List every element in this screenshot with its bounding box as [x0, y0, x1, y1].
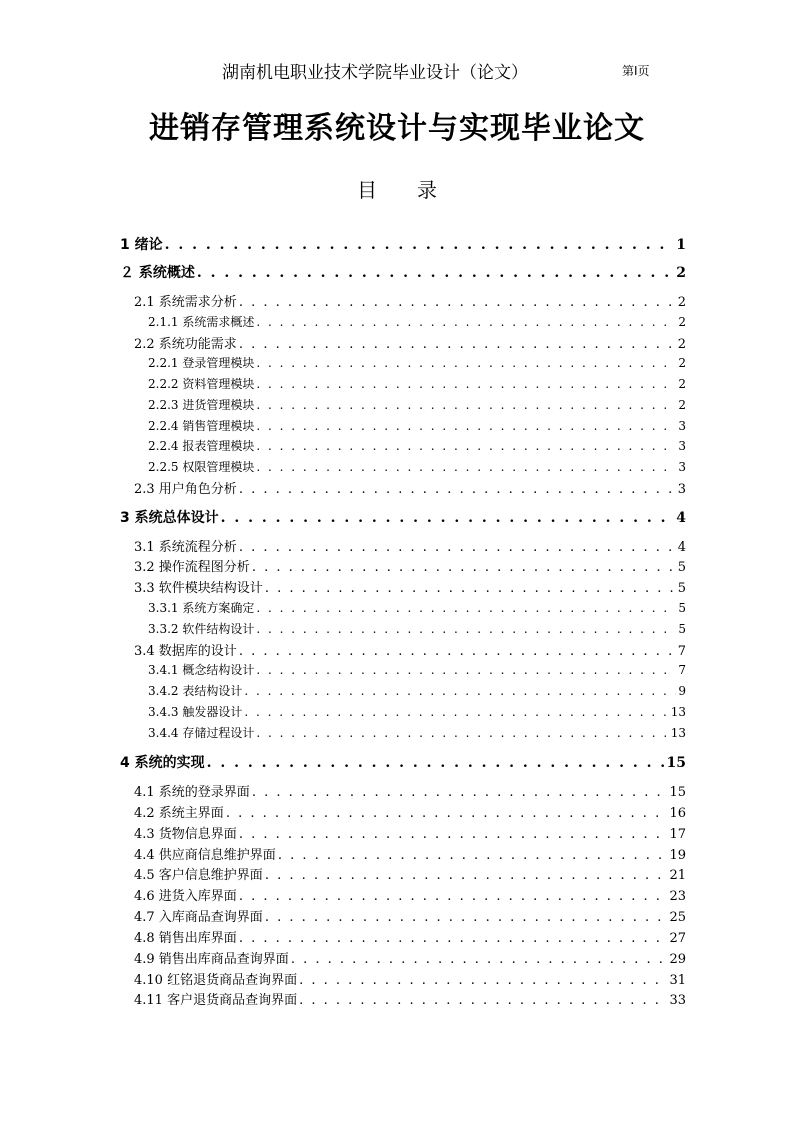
- toc-entry[interactable]: [120, 752, 686, 772]
- toc-entry-page: 7: [677, 644, 686, 659]
- toc-entry[interactable]: [134, 927, 686, 946]
- toc-entry[interactable]: [148, 437, 686, 454]
- toc-entry-label: 2.2.4 报表管理模块: [148, 439, 255, 453]
- toc-leader: [256, 663, 676, 677]
- toc-leader: [299, 993, 667, 1008]
- toc-entry-label: 4.7 入库商品查询界面: [134, 910, 263, 925]
- toc-leader: [256, 419, 676, 433]
- toc-entry-label: 3.4.4 存储过程设计: [148, 726, 255, 740]
- toc-entry-page: 9: [678, 684, 686, 698]
- toc-entry-page: 5: [677, 581, 686, 596]
- toc-entry-label: 2.1.1 系统需求概述: [148, 315, 255, 329]
- toc-leader: [239, 295, 676, 310]
- toc-entry-label: 3.1 系统流程分析: [134, 540, 237, 555]
- toc-entry[interactable]: [134, 823, 686, 842]
- toc-entry-label: 2.2 系统功能需求: [134, 337, 237, 352]
- toc-entry[interactable]: [134, 885, 686, 904]
- toc-entry[interactable]: [148, 724, 686, 741]
- header-page-number: 第I页: [622, 64, 650, 78]
- toc-entry[interactable]: [134, 948, 686, 967]
- toc-entry[interactable]: [134, 802, 686, 821]
- toc-entry-page: 2: [678, 315, 686, 329]
- toc-entry-label: 4.4 供应商信息维护界面: [134, 848, 276, 863]
- toc-leader: [239, 827, 668, 842]
- toc-leader: [265, 581, 676, 596]
- toc-entry-label: 3.4.2 表结构设计: [148, 684, 243, 698]
- toc-entry-page: 25: [669, 910, 686, 925]
- toc-entry-page: 2: [677, 295, 686, 310]
- toc-entry[interactable]: [120, 262, 686, 282]
- toc-entry-label: 3 系统总体设计: [120, 510, 219, 526]
- toc-entry[interactable]: [148, 661, 686, 678]
- toc-entry[interactable]: [148, 682, 686, 699]
- toc-entry-page: 5: [678, 622, 686, 636]
- toc-entry-label: 3.2 操作流程图分析: [134, 560, 250, 575]
- toc-entry[interactable]: [134, 640, 686, 659]
- toc-entry-label: 2.2.2 资料管理模块: [148, 377, 255, 391]
- toc-entry-page: 1: [676, 237, 686, 253]
- toc-leader: [256, 726, 668, 740]
- toc-entry[interactable]: [134, 577, 686, 596]
- toc-entry-page: 2: [678, 398, 686, 412]
- toc-entry-page: 3: [678, 419, 686, 433]
- document-title: 进销存管理系统设计与实现毕业论文: [149, 111, 645, 146]
- toc-entry-label: 2.3 用户角色分析: [134, 482, 237, 497]
- header-school-name: 湖南机电职业技术学院毕业设计（论文）: [222, 63, 528, 83]
- toc-leader: [244, 684, 676, 698]
- toc-leader: [239, 889, 668, 904]
- toc-entry-page: 2: [677, 337, 686, 352]
- toc-entry-label: 3.3.1 系统方案确定: [148, 601, 255, 615]
- toc-leader: [239, 931, 668, 946]
- toc-leader: [252, 785, 668, 800]
- toc-entry-page: 23: [669, 889, 686, 904]
- toc-entry-label: 3.4 数据库的设计: [134, 644, 237, 659]
- toc-leader: [256, 460, 676, 474]
- toc-entry[interactable]: [134, 906, 686, 925]
- toc-entry-page: 17: [669, 827, 686, 842]
- toc-entry-label: 2.2.3 进货管理模块: [148, 398, 255, 412]
- toc-entry-page: 13: [670, 705, 686, 719]
- toc-leader: [256, 439, 676, 453]
- toc-entry[interactable]: [148, 703, 686, 720]
- toc-entry-label: 4.9 销售出库商品查询界面: [134, 952, 289, 967]
- toc-leader: [244, 705, 668, 719]
- toc-entry-label: 2.2.1 登录管理模块: [148, 356, 255, 370]
- toc-leader: [226, 806, 668, 821]
- toc-leader: [165, 237, 675, 253]
- toc-leader: [207, 755, 665, 771]
- toc-entry[interactable]: [134, 291, 686, 310]
- toc-entry[interactable]: [148, 396, 686, 413]
- toc-entry-label: ２ 系统概述: [120, 265, 195, 281]
- toc-entry[interactable]: [134, 781, 686, 800]
- toc-entry[interactable]: [148, 599, 686, 616]
- toc-entry-page: 2: [678, 377, 686, 391]
- toc-entry[interactable]: [148, 417, 686, 434]
- toc-entry[interactable]: [148, 375, 686, 392]
- toc-entry[interactable]: [148, 458, 686, 475]
- toc-entry-page: 27: [669, 931, 686, 946]
- toc-entry-label: 3.4.1 概念结构设计: [148, 663, 255, 677]
- toc-entry[interactable]: [134, 864, 686, 883]
- toc-heading: 目 录: [357, 178, 437, 202]
- toc-entry-label: 2.2.5 权限管理模块: [148, 460, 255, 474]
- toc-leader: [278, 848, 668, 863]
- toc-entry-page: 7: [678, 663, 686, 677]
- toc-entry-page: 21: [669, 868, 686, 883]
- toc-leader: [256, 356, 676, 370]
- toc-entry-page: 15: [666, 755, 686, 771]
- toc-entry[interactable]: [134, 556, 686, 575]
- toc-entry-page: 13: [670, 726, 686, 740]
- toc-leader: [239, 540, 676, 555]
- toc-entry-label: 2.1 系统需求分析: [134, 295, 237, 310]
- toc-entry-label: 3.3 软件模块结构设计: [134, 581, 263, 596]
- toc-leader: [256, 315, 676, 329]
- toc-entry-page: 29: [669, 952, 686, 967]
- toc-entry-label: 4.1 系统的登录界面: [134, 785, 250, 800]
- toc-entry-label: 4 系统的实现: [120, 755, 205, 771]
- toc-entry[interactable]: [134, 536, 686, 555]
- toc-entry-page: 19: [669, 848, 686, 863]
- toc-leader: [265, 910, 668, 925]
- toc-entry[interactable]: [148, 620, 686, 637]
- toc-entry-label: 3.4.3 触发器设计: [148, 705, 243, 719]
- toc-entry-label: 2.2.4 销售管理模块: [148, 419, 255, 433]
- toc-leader: [239, 644, 676, 659]
- toc-entry-page: 5: [678, 601, 686, 615]
- toc-entry-label: 3.3.2 软件结构设计: [148, 622, 255, 636]
- toc-entry-page: 2: [678, 356, 686, 370]
- toc-entry-page: 16: [669, 806, 686, 821]
- toc-entry-label: 1 绪论: [120, 237, 163, 253]
- toc-entry[interactable]: [134, 478, 686, 497]
- toc-entry-page: 3: [678, 460, 686, 474]
- toc-entry-page: 4: [676, 510, 686, 526]
- toc-leader: [299, 973, 667, 988]
- toc-leader: [291, 952, 668, 967]
- toc-entry[interactable]: [148, 354, 686, 371]
- toc-entry-page: 4: [677, 540, 686, 555]
- toc-entry[interactable]: [148, 313, 686, 330]
- toc-entry[interactable]: [134, 969, 686, 988]
- toc-leader: [239, 337, 676, 352]
- toc-leader: [221, 510, 675, 526]
- toc-entry-page: 2: [676, 265, 686, 281]
- toc-entry-label: 4.5 客户信息维护界面: [134, 868, 263, 883]
- toc-leader: [265, 868, 668, 883]
- toc-entry-label: 4.11 客户退货商品查询界面: [134, 993, 298, 1008]
- toc-entry-page: 33: [669, 993, 686, 1008]
- toc-leader: [256, 622, 676, 636]
- toc-entry-page: 5: [677, 560, 686, 575]
- toc-entry-label: 4.6 进货入库界面: [134, 889, 237, 904]
- toc-entry[interactable]: [134, 333, 686, 352]
- toc-entry[interactable]: [120, 507, 686, 527]
- toc-leader: [239, 482, 676, 497]
- toc-entry[interactable]: [120, 234, 686, 254]
- toc-leader: [197, 265, 674, 281]
- toc-entry-label: 4.8 销售出库界面: [134, 931, 237, 946]
- toc-entry-page: 15: [669, 785, 686, 800]
- toc-entry-page: 31: [669, 973, 686, 988]
- toc-entry[interactable]: [134, 989, 686, 1008]
- toc-entry-label: 4.3 货物信息界面: [134, 827, 237, 842]
- toc-entry-label: 4.10 红铭退货商品查询界面: [134, 973, 298, 988]
- toc-leader: [256, 398, 676, 412]
- toc-entry-page: 3: [678, 439, 686, 453]
- toc-entry-label: 4.2 系统主界面: [134, 806, 224, 821]
- toc-entry-page: 3: [677, 482, 686, 497]
- toc-entry[interactable]: [134, 844, 686, 863]
- toc-leader: [256, 377, 676, 391]
- toc-leader: [256, 601, 676, 615]
- toc-leader: [252, 560, 676, 575]
